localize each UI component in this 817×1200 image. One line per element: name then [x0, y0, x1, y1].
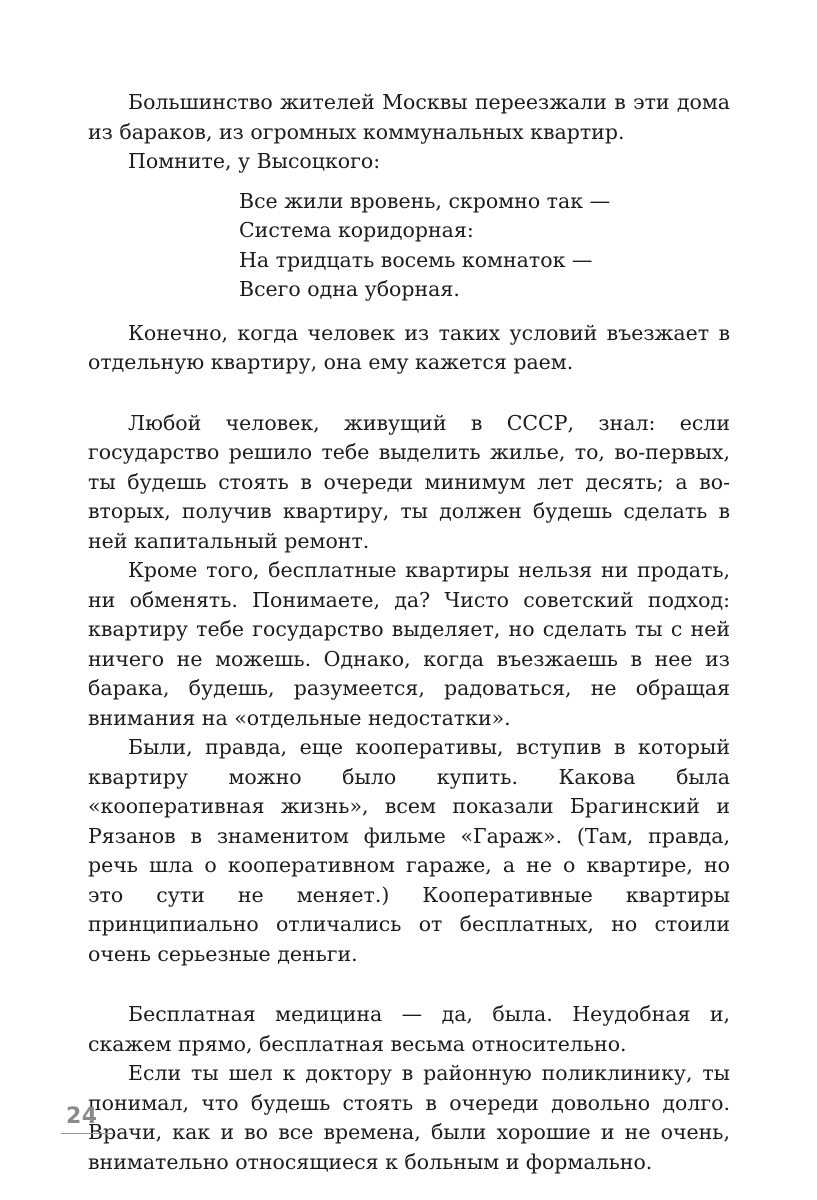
paragraph: Были, правда, еще кооперативы, вступив в который квартиру можно было купить. Какова была «кооперативная жизнь», всем показали Брагинский и Рязанов в знаменитом фильме «Гараж». (Там, правда, речь шла о кооперативном гараже, а не о квартире, но это сути не меняет.) Кооперативные квартиры принципиально отличались от бесплатных, но стоили очень серьезные деньги. — [88, 735, 730, 966]
page-body — [88, 88, 730, 1177]
paragraph: Кроме того, бесплатные квартиры нельзя ни продать, ни обменять. Понимаете, да? Чисто советский подход: квартиру тебе государство выделяет, но сделать ты с ней ничего не можешь. Однако, когда въезжаешь в нее из барака, будешь, разумеется, радоваться, не обращая внимания на «отдельные недостатки». — [88, 558, 730, 730]
poem-line: На тридцать восемь комнаток — — [239, 247, 593, 272]
page-number: 24 — [66, 1104, 98, 1129]
page-number-underline — [61, 1133, 114, 1134]
paragraph: Любой человек, живущий в СССР, знал: если государство решило тебе выделить жилье, то, во-первых, ты будешь стоять в очереди минимум лет десять; а во-вторых, получив квартиру, ты должен будешь сделать в ней капитальный ремонт. — [88, 410, 730, 553]
paragraph: Большинство жителей Москвы переезжали в эти дома из бараков, из огромных коммунальных квартир. — [88, 90, 730, 144]
paragraph: Помните, у Высоцкого: — [128, 149, 381, 173]
paragraph: Конечно, когда человек из таких условий въезжает в отдельную квартиру, она ему кажется раем. — [88, 320, 730, 374]
poem-line: Система коридорная: — [239, 218, 474, 242]
poem-line: Все жили вровень, скромно так — — [239, 188, 611, 213]
paragraph: Если ты шел к доктору в районную поликлинику, ты понимал, что будешь стоять в очереди довольно долго. Врачи, как и во все времена, были хорошие и не очень, внимательно относящиеся к больным и формально. — [88, 1061, 730, 1174]
paragraph: Бесплатная медицина — да, была. Неудобная и, скажем прямо, бесплатная весьма относительно. — [88, 1002, 730, 1056]
poem-line: Всего одна уборная. — [239, 277, 460, 301]
poem-quote — [239, 187, 730, 305]
